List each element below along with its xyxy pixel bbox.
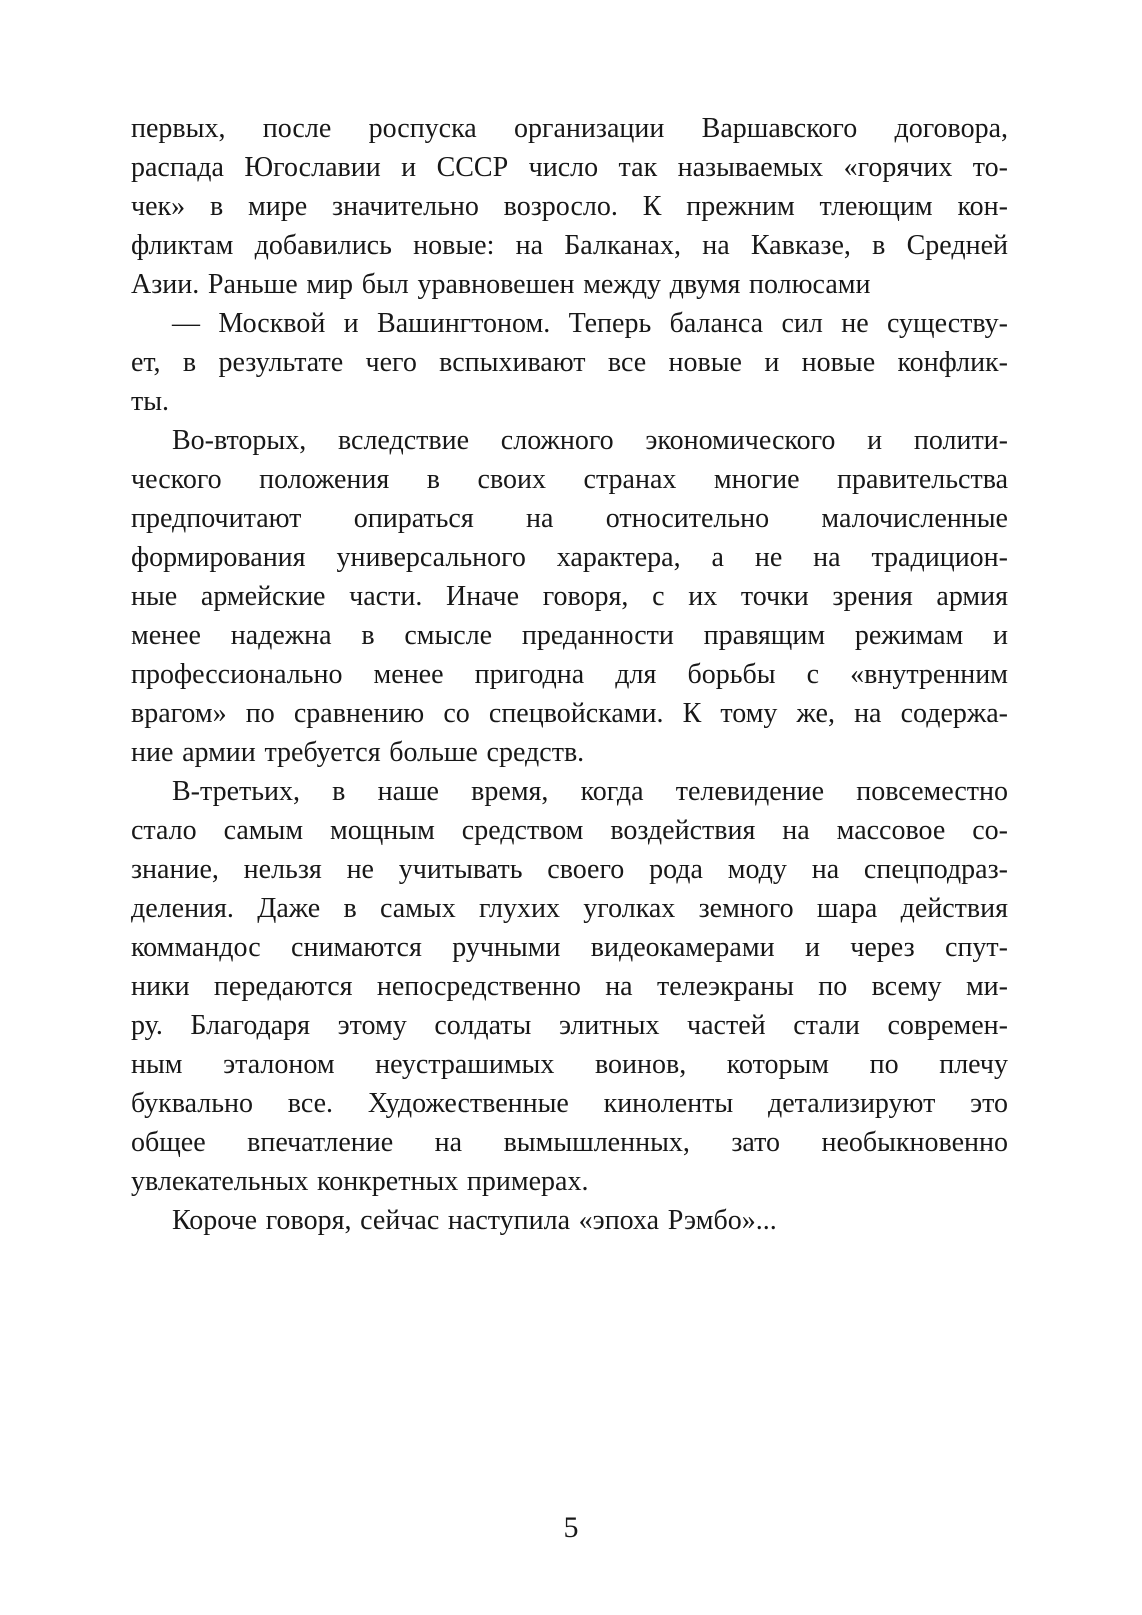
text-line: чек» в мире значительно возросло. К прежним тлеющим кон-: [131, 191, 1008, 222]
text-line: первых, после роспуска организации Варшавского договора,: [131, 113, 1008, 144]
text-line: В-третьих, в наше время, когда телевидение повсеместно: [172, 776, 1008, 807]
text-line: врагом» по сравнению со спецвойсками. К тому же, на содержа-: [131, 698, 1008, 729]
text-line: Азии. Раньше мир был уравновешен между двумя полюсами: [131, 269, 871, 300]
text-line: знание, нельзя не учитывать своего рода моду на спецподраз-: [131, 854, 1008, 885]
text-line: ты.: [131, 386, 170, 417]
text-line: ники передаются непосредственно на телеэкраны по всему ми-: [131, 971, 1008, 1002]
text-line: ние армии требуется больше средств.: [131, 737, 585, 768]
text-block: [131, 109, 1008, 1240]
text-line: Во-вторых, вследствие сложного экономического и полити-: [172, 425, 1008, 456]
paragraph: [131, 772, 1008, 1201]
text-line: ным эталоном неустрашимых воинов, которым по плечу: [131, 1049, 1008, 1080]
paragraph: [131, 304, 1008, 421]
text-line: менее надежна в смысле преданности правящим режимам и: [131, 620, 1008, 651]
text-line: Короче говоря, сейчас наступила «эпоха Рэмбо»...: [172, 1205, 777, 1236]
paragraph: [131, 109, 1008, 304]
text-line: буквально все. Художественные киноленты детализируют это: [131, 1088, 1008, 1119]
paragraph: [131, 421, 1008, 772]
text-line: — Москвой и Вашингтоном. Теперь баланса сил не существу-: [172, 308, 1008, 339]
paragraph: [131, 1201, 1008, 1240]
text-line: ные армейские части. Иначе говоря, с их точки зрения армия: [131, 581, 1008, 612]
text-line: увлекательных конкретных примерах.: [131, 1166, 589, 1197]
text-line: распада Югославии и СССР число так называемых «горячих то-: [131, 152, 1008, 183]
text-line: ческого положения в своих странах многие правительства: [131, 464, 1008, 495]
text-line: деления. Даже в самых глухих уголках земного шара действия: [131, 893, 1008, 924]
page-number: 5: [563, 1511, 579, 1544]
text-line: стало самым мощным средством воздействия на массовое со-: [131, 815, 1008, 846]
text-line: общее впечатление на вымышленных, зато необыкновенно: [131, 1127, 1008, 1158]
text-line: фликтам добавились новые: на Балканах, на Кавказе, в Средней: [131, 230, 1008, 261]
text-line: предпочитают опираться на относительно малочисленные: [131, 503, 1008, 534]
text-line: профессионально менее пригодна для борьбы с «внутренним: [131, 659, 1008, 690]
text-line: ет, в результате чего вспыхивают все новые и новые конфлик-: [131, 347, 1008, 378]
text-line: ру. Благодаря этому солдаты элитных частей стали современ-: [131, 1010, 1008, 1041]
text-line: коммандос снимаются ручными видеокамерами и через спут-: [131, 932, 1008, 963]
text-line: формирования универсального характера, а не на традицион-: [131, 542, 1008, 573]
